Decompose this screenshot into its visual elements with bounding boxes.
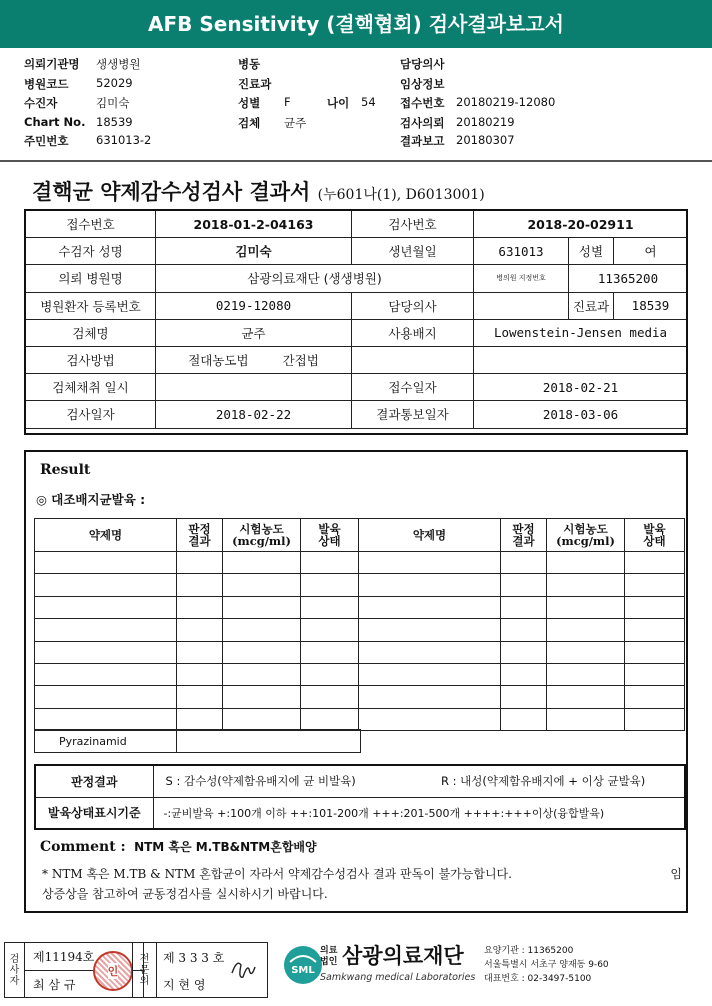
chart-row xyxy=(24,115,133,129)
sex-label: 성별 xyxy=(238,96,261,110)
col-judge-left-2: 결과 xyxy=(188,534,211,548)
vertical-label-char: 사 xyxy=(9,964,20,976)
drug-cell xyxy=(177,574,223,596)
col-drug-left: 약제명 xyxy=(35,519,177,552)
hospital-code-value: 52029 xyxy=(96,76,133,90)
info-table-frame xyxy=(24,209,688,435)
drug-cell xyxy=(177,596,223,618)
specimen-row xyxy=(238,115,307,131)
drug-cell xyxy=(35,574,177,596)
document-code: (누601나(1), D6013001) xyxy=(317,187,485,203)
notify-date-label: 결과통보일자 xyxy=(352,401,474,428)
institution-value: 생생병원 xyxy=(96,57,141,71)
drug-cell xyxy=(223,686,301,708)
receipt-value: 20180219-12080 xyxy=(456,95,556,109)
drug-cell xyxy=(359,619,501,641)
drug-cell xyxy=(223,641,301,663)
designated-no-value: 11365200 xyxy=(569,265,688,292)
drug-cell xyxy=(177,552,223,574)
drug-cell xyxy=(625,552,685,574)
hospital-name-label: 의뢰 병원명 xyxy=(26,265,156,292)
org-english-name: Samkwang medical Laboratories xyxy=(320,972,476,983)
doctor-row xyxy=(400,56,444,72)
hospital-code-label: 병원코드 xyxy=(24,77,69,91)
dept-label: 진료과 xyxy=(238,77,272,91)
drug-cell xyxy=(359,596,501,618)
sex-label-cell: 성별 xyxy=(569,238,614,265)
drug-row xyxy=(35,596,685,618)
judgement-resistant: R : 내성(약제함유배지에 + 이상 균발육) xyxy=(441,765,685,797)
drug-cell xyxy=(35,596,177,618)
drug-cell xyxy=(625,686,685,708)
doctor-label: 담당의사 xyxy=(400,57,445,71)
institution-row xyxy=(24,56,141,72)
attending-doctor-label: 담당의사 xyxy=(352,292,474,319)
drug-row xyxy=(35,641,685,663)
col-judge-right-2: 결과 xyxy=(512,534,535,548)
drug-cell xyxy=(301,708,359,730)
vertical-label-char: 의 xyxy=(139,975,150,987)
col-conc-left-1: 시험농도 xyxy=(239,522,284,536)
recipient-value: 김미숙 xyxy=(96,96,130,110)
receipt-row xyxy=(400,95,556,111)
judgement-label: 판정결과 xyxy=(35,765,153,797)
drug-cell xyxy=(547,641,625,663)
drug-row xyxy=(35,574,685,596)
recipient-row xyxy=(24,95,130,111)
chart-value: 18539 xyxy=(96,115,133,129)
col-drug-right: 약제명 xyxy=(359,519,501,552)
reviewer-name: 지 현 영 xyxy=(163,978,206,992)
org-code: 요양기관 : 11365200 xyxy=(484,946,574,956)
note-line-2: 상증상을 참고하여 균동정검사를 실시하시기 바랍니다. xyxy=(42,887,328,901)
drug-cell xyxy=(501,574,547,596)
drug-cell xyxy=(301,641,359,663)
org-prefix-1: 의료 xyxy=(320,946,338,956)
org-phone: 대표번호 : 02-3497-5100 xyxy=(484,974,592,984)
note-line-1-tail: 임 xyxy=(670,867,682,881)
drug-table xyxy=(34,518,685,731)
document-title-text: 결핵균 약제감수성검사 결과서 xyxy=(32,179,311,204)
reviewer-license: 제 3 3 3 호 xyxy=(163,951,225,965)
report-title-bar: AFB Sensitivity (결핵협회) 검사결과보고서 xyxy=(0,0,712,48)
comment-text: NTM 혹은 M.TB&NTM혼합배양 xyxy=(134,840,317,854)
hospital-name-value: 삼광의료재단 (생생병원) xyxy=(156,265,474,292)
drug-cell xyxy=(301,619,359,641)
drug-cell xyxy=(359,686,501,708)
test-date-label: 검사일자 xyxy=(26,401,156,428)
org-prefix-2: 법인 xyxy=(320,957,338,967)
sex-value-cell: 여 xyxy=(614,238,688,265)
recipient-label: 수진자 xyxy=(24,96,58,110)
drug-cell xyxy=(501,552,547,574)
drug-cell xyxy=(547,708,625,730)
department-label: 진료과 xyxy=(569,292,614,319)
control-growth-label: ◎ 대조배지균발육 : xyxy=(36,492,146,507)
col-growth-right-1: 발육 xyxy=(643,522,666,536)
reviewer-signature-icon xyxy=(229,955,261,985)
sml-logo-icon xyxy=(282,944,324,986)
method-indirect: 간접법 xyxy=(282,353,319,369)
drug-cell xyxy=(501,686,547,708)
org-info xyxy=(484,944,609,986)
drug-cell xyxy=(301,663,359,685)
drug-row xyxy=(35,686,685,708)
department-value: 18539 xyxy=(614,292,688,319)
result-title: Result xyxy=(40,462,91,478)
method-label: 검사방법 xyxy=(26,346,156,373)
sex-value: F xyxy=(284,95,291,109)
drug-cell xyxy=(625,574,685,596)
drug-cell xyxy=(177,641,223,663)
reviewer-label xyxy=(133,943,157,997)
vertical-label-char: 자 xyxy=(9,975,20,987)
receipt-date-label: 접수일자 xyxy=(352,374,474,401)
drug-cell xyxy=(359,552,501,574)
test-no-value: 2018-20-02911 xyxy=(474,211,688,238)
col-judge-left xyxy=(177,519,223,552)
drug-cell xyxy=(501,619,547,641)
drug-cell xyxy=(547,619,625,641)
sml-logo-text: SML xyxy=(291,965,315,976)
hospital-code-row xyxy=(24,76,133,92)
org-address: 서울특별시 서초구 양재동 9-60 xyxy=(484,960,609,970)
drug-cell xyxy=(35,663,177,685)
drug-cell xyxy=(301,596,359,618)
clinical-label: 임상정보 xyxy=(400,77,445,91)
specimen-value: 균주 xyxy=(284,116,307,130)
col-growth-right-2: 상태 xyxy=(643,534,666,548)
designated-no-label: 병의원 지정번호 xyxy=(474,265,569,292)
drug-cell xyxy=(625,619,685,641)
medium-label: 사용배지 xyxy=(352,319,474,346)
age-row xyxy=(327,95,376,111)
drug-cell xyxy=(359,574,501,596)
request-date-value: 20180219 xyxy=(456,115,515,129)
drug-cell xyxy=(35,641,177,663)
col-conc-right-2: (mcg/ml) xyxy=(556,534,615,548)
inspector-box xyxy=(4,942,144,998)
drug-cell xyxy=(625,596,685,618)
drug-cell xyxy=(177,619,223,641)
drug-cell xyxy=(35,552,177,574)
drug-cell xyxy=(223,663,301,685)
age-value: 54 xyxy=(361,95,376,109)
growth-scale: -:균비발육 +:100개 이하 ++:101-200개 +++:201-500개 ++++:+++이상(융합발육) xyxy=(153,797,685,829)
drug-cell xyxy=(177,686,223,708)
col-growth-left-2: 상태 xyxy=(318,534,341,548)
test-date-value: 2018-02-22 xyxy=(156,401,352,428)
pyrazinamid-row xyxy=(34,729,361,753)
specimen-name-label: 검체명 xyxy=(26,319,156,346)
inspector-license: 제11194호 xyxy=(33,950,95,964)
org-name: 삼광의료재단 xyxy=(342,944,464,968)
institution-label: 의뢰기관명 xyxy=(24,57,80,71)
note-line-1: * NTM 혹은 M.TB & NTM 혼합균이 자라서 약제감수성검사 결과 판독이 불가능합니다. xyxy=(42,867,512,881)
col-judge-right xyxy=(501,519,547,552)
drug-cell xyxy=(501,641,547,663)
col-growth-left xyxy=(301,519,359,552)
drug-cell xyxy=(625,641,685,663)
rrn-value: 631013-2 xyxy=(96,133,152,147)
collection-date-label: 검체채취 일시 xyxy=(26,374,156,401)
drug-cell xyxy=(547,552,625,574)
comment-note xyxy=(42,864,682,904)
drug-cell xyxy=(547,596,625,618)
ward-label: 병동 xyxy=(238,57,261,71)
drug-cell xyxy=(223,574,301,596)
drug-cell xyxy=(301,574,359,596)
drug-cell xyxy=(301,552,359,574)
vertical-label-char: 문 xyxy=(139,964,150,976)
medium-value: Lowenstein-Jensen media xyxy=(474,319,688,346)
chart-label: Chart No. xyxy=(24,115,86,129)
drug-cell xyxy=(359,641,501,663)
request-date-label: 검사의뢰 xyxy=(400,116,445,130)
dept-row xyxy=(238,76,271,92)
age-label: 나이 xyxy=(327,96,350,110)
drug-cell xyxy=(35,619,177,641)
drug-cell xyxy=(501,708,547,730)
header-divider xyxy=(0,160,712,162)
comment xyxy=(40,838,317,855)
drug-row xyxy=(35,619,685,641)
pyrazinamid-value xyxy=(177,730,361,753)
specimen-label: 검체 xyxy=(238,116,261,130)
receipt-label: 접수번호 xyxy=(400,96,445,110)
drug-cell xyxy=(223,619,301,641)
drug-row xyxy=(35,552,685,574)
drug-cell xyxy=(223,552,301,574)
drug-cell xyxy=(35,708,177,730)
rrn-label: 주민번호 xyxy=(24,134,69,148)
drug-row xyxy=(35,663,685,685)
patient-name-label: 수검자 성명 xyxy=(26,238,156,265)
ward-row xyxy=(238,56,260,72)
report-date-label: 결과보고 xyxy=(400,134,445,148)
drug-cell xyxy=(223,596,301,618)
report-date-value: 20180307 xyxy=(456,133,515,147)
drug-cell xyxy=(501,663,547,685)
notify-date-value: 2018-03-06 xyxy=(474,401,688,428)
col-growth-right xyxy=(625,519,685,552)
drug-cell xyxy=(177,708,223,730)
request-date-row xyxy=(400,115,515,131)
registration-no-value: 0219-12080 xyxy=(156,292,352,319)
col-conc-right-1: 시험농도 xyxy=(563,522,608,536)
drug-cell xyxy=(547,686,625,708)
inspector-seal-icon xyxy=(93,951,133,991)
result-section xyxy=(24,450,688,913)
test-no-label: 검사번호 xyxy=(352,211,474,238)
patient-name-value: 김미숙 xyxy=(156,238,352,265)
drug-cell xyxy=(35,686,177,708)
sex-row xyxy=(238,95,291,111)
drug-cell xyxy=(547,574,625,596)
vertical-label-char: 전 xyxy=(139,953,150,965)
drug-cell xyxy=(223,708,301,730)
inspector-label xyxy=(5,943,25,997)
birth-label: 생년월일 xyxy=(352,238,474,265)
col-judge-right-1: 판정 xyxy=(512,522,535,536)
judgement-susceptible: S : 감수성(약제함유배지에 균 비발육) xyxy=(153,765,441,797)
drug-cell xyxy=(359,708,501,730)
drug-cell xyxy=(177,663,223,685)
birth-value: 631013 xyxy=(474,238,569,265)
clinical-row xyxy=(400,76,444,92)
reviewer-box xyxy=(132,942,268,998)
col-conc-left xyxy=(223,519,301,552)
drug-cell xyxy=(547,663,625,685)
specimen-name-value: 균주 xyxy=(156,319,352,346)
drug-cell xyxy=(359,663,501,685)
drug-cell xyxy=(301,686,359,708)
drug-cell xyxy=(625,708,685,730)
receipt-date-value: 2018-02-21 xyxy=(474,374,688,401)
receipt-no-label: 접수번호 xyxy=(26,211,156,238)
drug-cell xyxy=(625,663,685,685)
legend-table xyxy=(34,764,686,830)
growth-scale-label: 발육상태표시기준 xyxy=(35,797,153,829)
col-conc-left-2: (mcg/ml) xyxy=(232,534,291,548)
vertical-label-char: 검 xyxy=(9,953,20,965)
drug-cell xyxy=(501,596,547,618)
inspector-name: 최 삼 규 xyxy=(33,978,76,992)
receipt-no-value: 2018-01-2-04163 xyxy=(156,211,352,238)
document-title xyxy=(32,176,485,206)
pyrazinamid-label: Pyrazinamid xyxy=(35,730,177,753)
drug-row xyxy=(35,708,685,730)
method-absolute: 절대농도법 xyxy=(188,353,249,369)
col-judge-left-1: 판정 xyxy=(188,522,211,536)
comment-label: Comment : xyxy=(40,839,126,855)
col-conc-right xyxy=(547,519,625,552)
col-growth-left-1: 발육 xyxy=(318,522,341,536)
registration-no-label: 병원환자 등록번호 xyxy=(26,292,156,319)
rrn-row xyxy=(24,133,152,149)
org-prefix xyxy=(320,946,337,968)
inspector-seal-text: 인 xyxy=(107,965,119,978)
report-date-row xyxy=(400,133,515,149)
